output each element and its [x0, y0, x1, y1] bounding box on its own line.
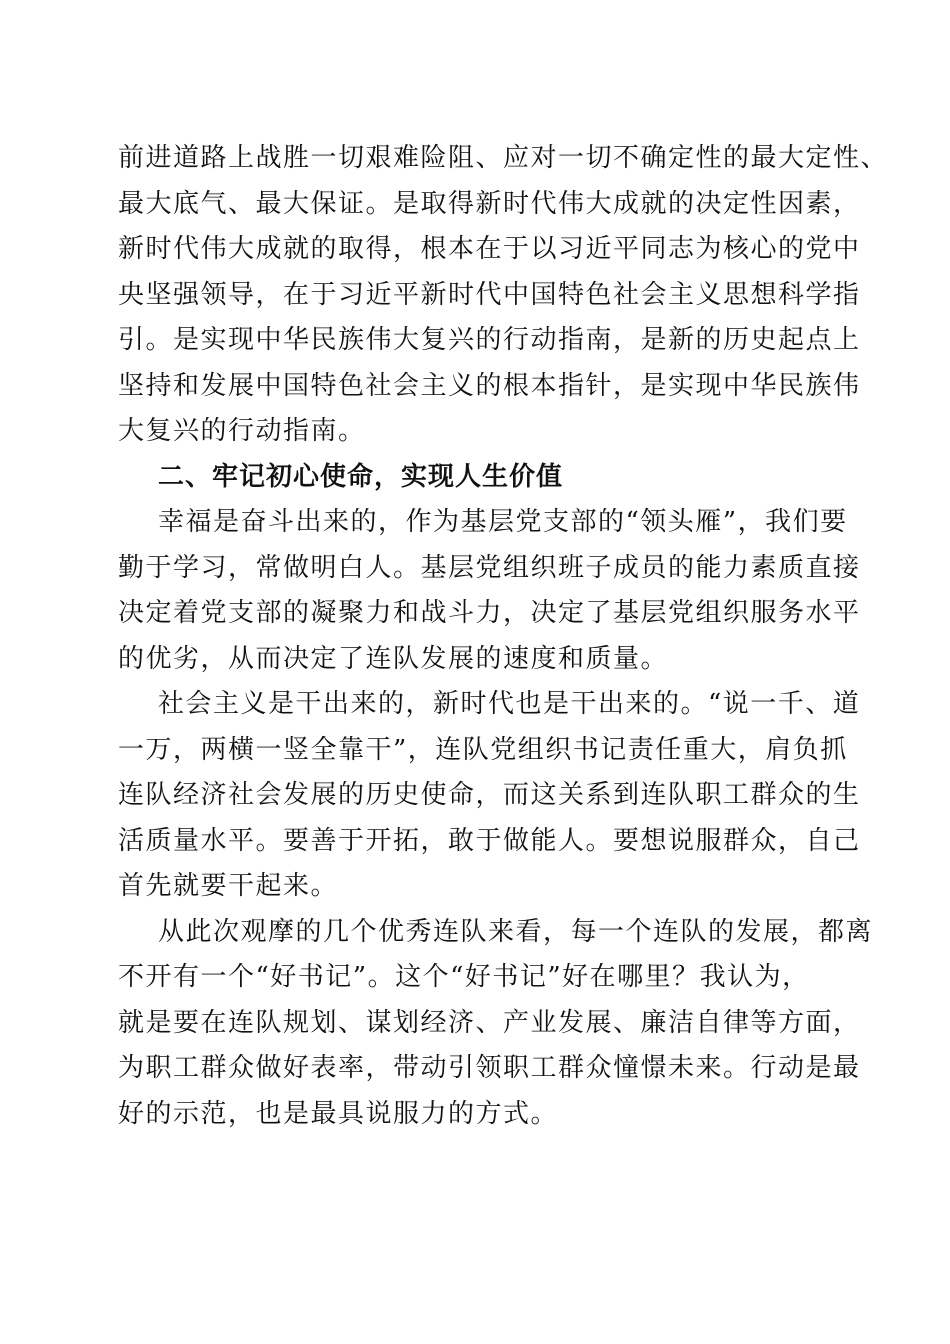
- paragraph-line: 从此次观摩的几个优秀连队来看，每一个连队的发展，都离: [158, 916, 874, 947]
- paragraph-line: 活质量水平。要善于开拓，敢于做能人。要想说服群众，自己: [118, 825, 861, 856]
- paragraph-line: 引。是实现中华民族伟大复兴的行动指南，是新的历史起点上: [118, 325, 861, 355]
- paragraph-line: 最大底气、最大保证。是取得新时代伟大成就的决定性因素，: [118, 188, 861, 219]
- paragraph-line: 不开有一个“好书记”。这个“好书记”好在哪里？我认为，: [118, 962, 810, 992]
- section-heading: 二、牢记初心使命，实现人生价值: [158, 461, 564, 492]
- paragraph-line: 就是要在连队规划、谋划经济、产业发展、廉洁自律等方面，: [118, 1007, 861, 1038]
- paragraph-line: 首先就要干起来。: [118, 871, 339, 901]
- paragraph-line: 央坚强领导，在于习近平新时代中国特色社会主义思想科学指: [118, 279, 861, 310]
- paragraph-line: 前进道路上战胜一切艰难险阻、应对一切不确定性的最大定性、: [118, 143, 889, 173]
- paragraph-2: [118, 500, 861, 682]
- paragraph-3: [118, 682, 861, 910]
- paragraph-line: 决定着党支部的凝聚力和战斗力，决定了基层党组织服务水平: [118, 598, 861, 628]
- paragraph-line: 的优劣，从而决定了连队发展的速度和质量。: [118, 643, 669, 674]
- paragraph-1: [118, 136, 889, 455]
- paragraph-line: 连队经济社会发展的历史使命，而这关系到连队职工群众的生: [118, 780, 861, 810]
- paragraph-line: 幸福是奋斗出来的，作为基层党支部的“领头雁”，我们要: [158, 507, 848, 537]
- paragraph-4: [118, 910, 874, 1138]
- paragraph-line: 社会主义是干出来的，新时代也是干出来的。“说一千、道: [158, 689, 861, 719]
- paragraph-line: 为职工群众做好表率，带动引领职工群众憧憬未来。行动是最: [118, 1053, 861, 1083]
- paragraph-line: 勤于学习，常做明白人。基层党组织班子成员的能力素质直接: [118, 552, 861, 583]
- paragraph-line: 好的示范，也是最具说服力的方式。: [118, 1098, 559, 1129]
- document-body: [118, 136, 889, 1137]
- paragraph-line: 一万，两横一竖全靠干”，连队党组织书记责任重大，肩负抓: [118, 734, 848, 765]
- paragraph-line: 新时代伟大成就的取得，根本在于以习近平同志为核心的党中: [118, 234, 861, 264]
- paragraph-line: 大复兴的行动指南。: [118, 416, 366, 446]
- paragraph-line: 坚持和发展中国特色社会主义的根本指针，是实现中华民族伟: [118, 370, 861, 401]
